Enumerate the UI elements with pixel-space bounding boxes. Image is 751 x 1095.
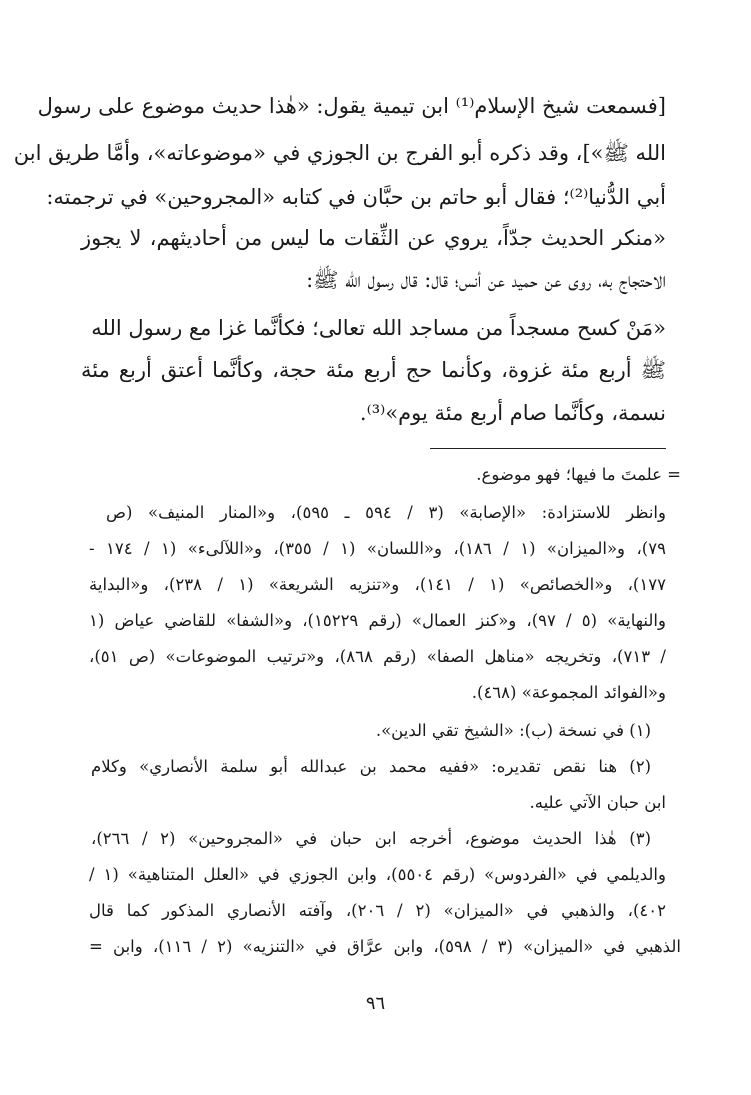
- footnote-line: / ٧١٣)، وتخريجه «مناهل الصفا» (رقم ٨٦٨)، و«ترتيب الموضوعات» (ص ٥١)،: [89, 647, 666, 666]
- hadith-text-line: ﷺ أربع مئة غزوة، وكأنما حج أربع مئة حجة، وكأنَّما أعتق أربع مئة: [81, 358, 666, 382]
- footnote-line: الذهبي في «الميزان» (٣ / ٥٩٨)، وابن عرَّاق في «التنزيه» (٢ / ١١٦)، وابن =: [89, 937, 681, 956]
- footnote-line: ابن حبان الآتي عليه.: [529, 793, 666, 812]
- footnote-line: والديلمي في «الفردوس» (رقم ٥٥٠٤)، وابن الجوزي في «العلل المتناهية» (١ /: [89, 865, 666, 884]
- footnote-line: والنهاية» (٥ / ٩٧)، و«كنز العمال» (رقم ١٥٢٢٩)، و«الشفا» للقاضي عياض (١: [89, 611, 666, 630]
- footnote-line: وانظر للاستزادة: «الإصابة» (٣ / ٥٩٤ ـ ٥٩٥)، و«المنار المنيف» (ص: [106, 503, 666, 522]
- footnote-1: (١) في نسخة (ب): «الشيخ تقي الدين».: [375, 721, 651, 740]
- main-text-line: أبي الدُّنيا⁽²⁾؛ فقال أبو حاتم بن حبَّان في كتابه «المجروحين» في ترجمته:: [46, 185, 666, 209]
- footnote-3: (٣) هٰذا الحديث موضوع، أخرجه ابن حبان في «المجروحين» (٢ / ٢٦٦)،: [91, 829, 651, 848]
- main-text-line: الله ﷺ»]، وقد ذكره أبو الفرج بن الجوزي في «موضوعاته»، وأمَّا طريق ابن: [13, 141, 666, 165]
- hadith-text-line: «مَنْ كسح مسجداً من مساجد الله تعالى؛ فكأنَّما غزا مع رسول الله: [91, 316, 666, 340]
- main-text-line: «منكر الحديث جدّاً، يروي عن الثِّقات ما ليس من أحاديثهم، لا يجوز: [81, 226, 666, 250]
- footnote-line: و«الفوائد المجموعة» (٤٦٨).: [471, 683, 666, 702]
- footnote-separator: [430, 448, 666, 449]
- main-text-line: الاحتجاج به، روى عن حميد عن أنس؛ قال: قال رسول الله ﷺ:: [306, 268, 666, 292]
- footnote-line: ٤٠٢)، والذهبي في «الميزان» (٢ / ٢٠٦)، وآفته الأنصاري المذكور كما قال: [89, 901, 666, 920]
- hadith-text-line: نسمة، وكأنَّما صام أربع مئة يوم»⁽³⁾.: [359, 401, 666, 425]
- main-text-line: [فسمعت شيخ الإسلام⁽¹⁾ ابن تيمية يقول: «هٰذا حديث موضوع على رسول: [37, 94, 666, 118]
- footnote-line: = علمتَ ما فيها؛ فهو موضوع.: [476, 465, 681, 484]
- footnote-line: ٧٩)، و«الميزان» (١ / ١٨٦)، و«اللسان» (١ / ٣٥٥)، و«اللآلىء» (١ / ١٧٤ -: [89, 539, 666, 558]
- page-number: ٩٦: [365, 993, 386, 1014]
- footnote-2: (٢) هنا نقص تقديره: «ففيه محمد بن عبدالله أبو سلمة الأنصاري» وكلام: [91, 757, 651, 776]
- footnote-line: ١٧٧)، و«الخصائص» (١ / ١٤١)، و«تنزيه الشريعة» (١ / ٢٣٨)، و«البداية: [89, 575, 666, 594]
